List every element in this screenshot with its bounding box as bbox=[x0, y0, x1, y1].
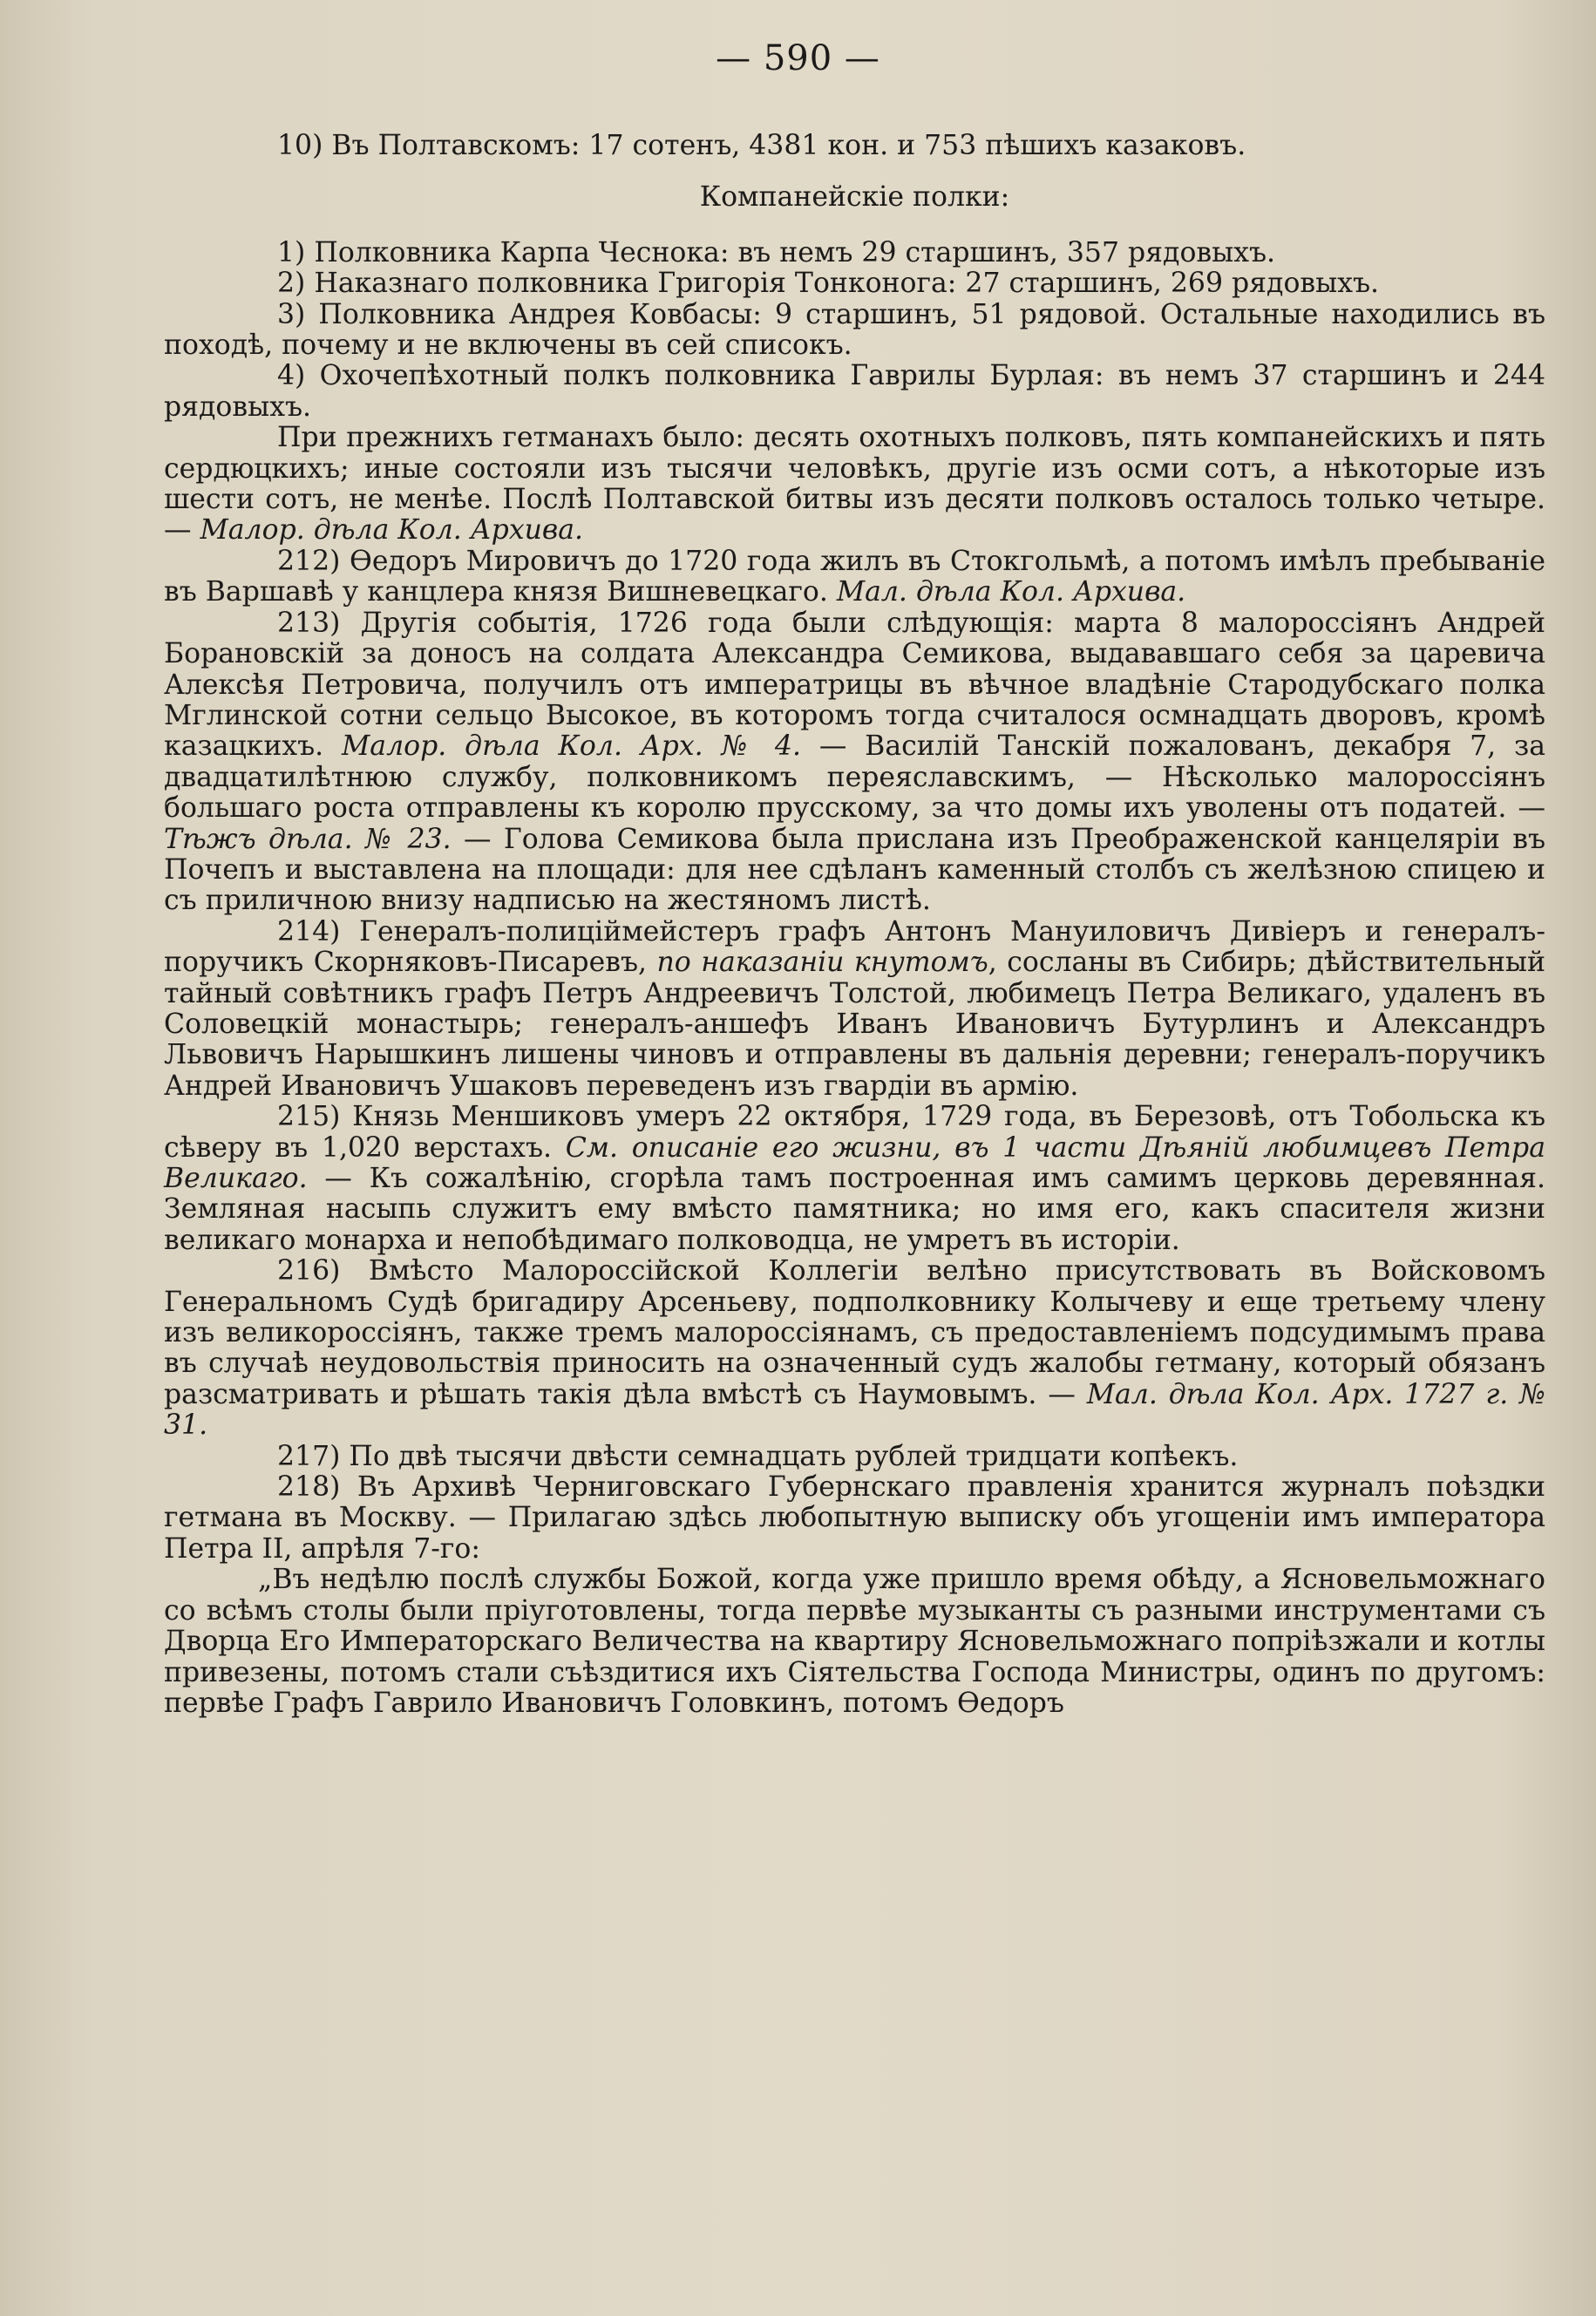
note-215 bbox=[164, 1102, 1545, 1256]
archive-reference: См. описаніе его жизни, въ 1 части Дѣяній любимцевъ Петра Великаго. bbox=[164, 1131, 1545, 1194]
note-text: — Къ сожалѣнію, сгорѣла тамъ построенная имъ самимъ церковь деревянная. Земляная насыпь служитъ ему вмѣсто памятника; но имя его, какъ спасителя жизни великаго монарха и непобѣдимаго полководца, не умретъ въ исторіи. bbox=[164, 1163, 1545, 1256]
note-216 bbox=[164, 1256, 1545, 1441]
archive-reference: Тѣжъ дѣла. № 23. bbox=[164, 823, 452, 855]
paragraph-regiment-1: 1) Полковника Карпа Чеснока: въ немъ 29 старшинъ, 357 рядовыхъ. bbox=[277, 236, 1276, 268]
page-number: — 590 — bbox=[716, 38, 880, 78]
note-text: — Василій Танскій пожалованъ, декабря 7, за двадцатилѣтнюю службу, полковникомъ переяславскимъ, — Нѣсколько малороссіянъ большаго роста отправлены къ королю прусскому, за что домы ихъ уволены отъ податей. — bbox=[164, 730, 1545, 825]
note-text: 214) Генералъ-полиціймейстеръ графъ Антонъ Мануиловичъ Дивіеръ и генералъ-поручикъ Скорняковъ-Писаревъ, bbox=[164, 915, 1545, 979]
note-text: 212) Ѳедоръ Мировичъ до 1720 года жилъ въ Стокгольмѣ, а потомъ имѣлъ пребываніе въ Варшавѣ у канцлера князя Вишневецкаго. bbox=[164, 545, 1545, 608]
archive-reference: Малор. дѣла Кол. Архива. bbox=[200, 514, 583, 547]
paragraph-text: При прежнихъ гетманахъ было: десять охотныхъ полковъ, пять компанейскихъ и пять сердюцкихъ; иные состояли изъ тысячи человѣкъ, другіе изъ осми сотъ, а нѣкоторые изъ шести сотъ, не менѣе. Послѣ Полтавской битвы изъ десяти полковъ осталось только четыре. — bbox=[164, 422, 1545, 547]
note-213 bbox=[164, 608, 1545, 917]
note-214 bbox=[164, 917, 1545, 1102]
archive-reference: Малор. дѣла Кол. Арх. № 4. bbox=[342, 730, 801, 763]
note-212 bbox=[164, 547, 1545, 608]
note-text: 216) Вмѣсто Малороссійской Коллегіи велѣно присутствовать въ Войсковомъ Генеральномъ Судѣ бригадиру Арсеньеву, подполковнику Колычеву и еще третьему члену изъ великороссіянъ, также тремъ малороссіянамъ, съ предоставленіемъ подсудимымъ права въ случаѣ неудовольствія приносить на означенный судъ жалобы гетману, который обязанъ разсматривать и рѣшать такія дѣла вмѣстѣ съ Наумовымъ. — bbox=[164, 1255, 1545, 1410]
section-heading: Компанейскіе полки: bbox=[699, 181, 1010, 214]
note-text: 213) Другія событія, 1726 года были слѣдующія: марта 8 малороссіянъ Андрей Борановскій за доносъ на солдата Александра Семикова, выдававшаго себя за царевича Алексѣя Петровича, получилъ отъ императрицы въ вѣчное владѣніе Стародубскаго полка Мглинской сотни сельцо Высокое, въ которомъ тогда считалося осмнадцать дворовъ, кромѣ казацкихъ. bbox=[164, 607, 1545, 763]
note-text: — Голова Семикова была прислана изъ Преображенской канцеляріи въ Почепъ и выставлена на площади: для нее сдѣланъ каменный столбъ съ желѣзною спицею и съ приличною внизу надписью на жестяномъ листѣ. bbox=[164, 823, 1546, 917]
note-text: , сосланы въ Сибирь; дѣйствительный тайный совѣтникъ графъ Петръ Андреевичъ Толстой, любимецъ Петра Великаго, удаленъ въ Соловецкій монастырь; генералъ-аншефъ Иванъ Ивановичъ Бутурлинъ и Александръ Львовичъ Нарышкинъ лишены чиновъ и отправлены въ дальнія деревни; генералъ-поручикъ Андрей Ивановичъ Ушаковъ переведенъ изъ гвардіи въ армію. bbox=[164, 947, 1546, 1102]
paragraph-regiment-2: 2) Наказнаго полковника Григорія Тонконога: 27 старшинъ, 269 рядовыхъ. bbox=[277, 268, 1380, 300]
paragraph-poltava: 10) Въ Полтавскомъ: 17 сотенъ, 4381 кон. и 753 пѣшихъ казаковъ. bbox=[277, 130, 1246, 161]
journal-quote: „Въ недѣлю послѣ службы Божой, когда уже пришло время обѣду, а Ясновельможнаго со всѣмъ столы были пріуготовлены, тогда первѣе музыканты съ разными инструментами съ Дворца Его Императорскаго Величества на квартиру Ясновельможнаго попріѣзжали и котлы привезены, потомъ стали съѣздитися ихъ Сіятельства Господа Министры, одинъ по другомъ: первѣе Графъ Гаврило Ивановичъ Головкинъ, потомъ Ѳедоръ bbox=[164, 1564, 1545, 1719]
document-body bbox=[164, 131, 1545, 1719]
paragraph-regiment-3: 3) Полковника Андрея Ковбасы: 9 старшинъ, 51 рядовой. Остальные находились въ походѣ, почему и не включены въ сей списокъ. bbox=[164, 298, 1545, 362]
paragraph-regiment-4: 4) Охочепѣхотный полкъ полковника Гаврилы Бурлая: въ немъ 37 старшинъ и 244 рядовыхъ. bbox=[164, 360, 1545, 423]
paragraph-former-hetmans bbox=[164, 423, 1545, 547]
note-218: 218) Въ Архивѣ Черниговскаго Губернскаго правленія хранится журналъ поѣздки гетмана въ Москву. — Прилагаю здѣсь любопытную выписку объ угощеніи имъ императора Петра II, апрѣля 7-го: bbox=[164, 1471, 1545, 1565]
italic-phrase: по наказаніи кнутомъ bbox=[656, 947, 988, 979]
archive-reference: Мал. дѣла Кол. Арх. 1727 г. № 31. bbox=[164, 1378, 1545, 1442]
archive-reference: Мал. дѣла Кол. Архива. bbox=[836, 576, 1186, 608]
note-text: 215) Князь Меншиковъ умеръ 22 октября, 1729 года, въ Березовѣ, отъ Тобольска къ сѣверу въ 1,020 верстахъ. bbox=[164, 1101, 1545, 1164]
note-217: 217) По двѣ тысячи двѣсти семнадцать рублей тридцати копѣекъ. bbox=[277, 1440, 1239, 1472]
